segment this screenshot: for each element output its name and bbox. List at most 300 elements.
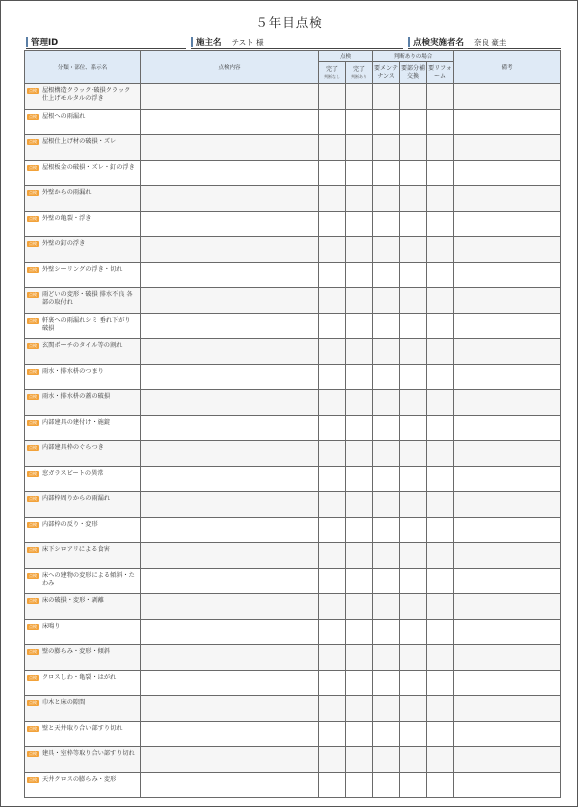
done-ng-cell[interactable]: [346, 186, 373, 212]
done-ok-cell[interactable]: [319, 186, 346, 212]
maintenance-cell[interactable]: [373, 568, 400, 594]
inspector-value: 奈良 豪圭: [474, 37, 507, 47]
item-cell: [25, 237, 141, 263]
inspection-badge: 点検: [29, 496, 37, 501]
repair-cell[interactable]: [400, 594, 427, 620]
done-ng-cell[interactable]: [346, 747, 373, 773]
item-label: 外壁シーリングの浮き・切れ: [42, 265, 123, 273]
reform-cell[interactable]: [427, 492, 454, 518]
done-ok-cell[interactable]: [319, 364, 346, 390]
done-ng-cell[interactable]: [346, 237, 373, 263]
content-cell[interactable]: [141, 262, 319, 288]
repair-cell[interactable]: [400, 466, 427, 492]
repair-cell[interactable]: [400, 492, 427, 518]
done-ok-cell[interactable]: [319, 313, 346, 339]
notes-cell[interactable]: [454, 237, 561, 263]
item-label: 巾木と床の隙間: [42, 699, 86, 706]
done-ok-cell[interactable]: [319, 211, 346, 237]
done-ng-cell[interactable]: [346, 339, 373, 365]
item-entry: [25, 467, 140, 478]
column-header-repair: 要部分補交換: [400, 62, 427, 84]
repair-cell[interactable]: [400, 747, 427, 773]
item-entry: [25, 671, 140, 682]
maintenance-cell[interactable]: [373, 517, 400, 543]
content-cell[interactable]: [141, 517, 319, 543]
item-cell: [25, 492, 141, 518]
done-ng-cell[interactable]: [346, 441, 373, 467]
repair-cell[interactable]: [400, 543, 427, 569]
notes-cell[interactable]: [454, 619, 561, 645]
maintenance-cell[interactable]: [373, 721, 400, 747]
inspection-badge: 点検: [29, 368, 37, 374]
repair-cell[interactable]: [400, 772, 427, 798]
maintenance-cell[interactable]: [373, 594, 400, 620]
notes-cell[interactable]: [454, 721, 561, 747]
repair-cell[interactable]: [400, 390, 427, 416]
notes-cell[interactable]: [454, 543, 561, 569]
repair-cell[interactable]: [400, 670, 427, 696]
done-ok-cell[interactable]: [319, 670, 346, 696]
done-ng-cell[interactable]: [346, 109, 373, 135]
done-ok-label: 完了: [325, 65, 338, 73]
content-cell[interactable]: [141, 441, 319, 467]
done-ng-cell[interactable]: [346, 415, 373, 441]
done-ng-cell[interactable]: [346, 364, 373, 390]
repair-cell[interactable]: [400, 415, 427, 441]
inspection-badge: 点検: [29, 215, 37, 221]
done-ok-cell[interactable]: [319, 390, 346, 416]
content-cell[interactable]: [141, 390, 319, 416]
repair-cell[interactable]: [400, 237, 427, 263]
maintenance-cell[interactable]: [373, 186, 400, 212]
item-entry: [25, 722, 140, 733]
inspection-badge: 点検: [29, 292, 37, 297]
repair-cell[interactable]: [400, 262, 427, 288]
reform-cell[interactable]: [427, 772, 454, 798]
reform-cell[interactable]: [427, 721, 454, 747]
done-ng-cell[interactable]: [346, 84, 373, 110]
repair-cell[interactable]: [400, 568, 427, 594]
item-label: クロスしわ・亀裂・はがれ: [42, 673, 117, 681]
item-entry: [25, 569, 140, 588]
reform-cell[interactable]: [427, 237, 454, 263]
inspection-badge: 点検: [29, 419, 37, 425]
notes-cell[interactable]: [454, 696, 561, 722]
notes-cell[interactable]: [454, 364, 561, 390]
item-cell: [25, 364, 141, 390]
column-group-inspection: 点検: [319, 51, 373, 62]
content-cell[interactable]: [141, 135, 319, 161]
owner-underline: [191, 48, 403, 49]
item-label: 天井クロスの膨らみ・変形: [42, 775, 117, 783]
maintenance-cell[interactable]: [373, 313, 400, 339]
maintenance-cell[interactable]: [373, 237, 400, 263]
item-cell: [25, 670, 141, 696]
done-ok-cell[interactable]: [319, 517, 346, 543]
maintenance-cell[interactable]: [373, 84, 400, 110]
notes-cell[interactable]: [454, 594, 561, 620]
done-ok-cell[interactable]: [319, 645, 346, 671]
item-cell: [25, 135, 141, 161]
item-label: 壁と天井取り合い部すり切れ: [42, 724, 123, 732]
done-ok-cell[interactable]: [319, 262, 346, 288]
item-entry: [25, 773, 140, 784]
repair-cell[interactable]: [400, 288, 427, 314]
inspection-badge: 点検: [29, 317, 37, 323]
document-title: ５年目点検: [255, 15, 323, 30]
content-cell[interactable]: [141, 237, 319, 263]
notes-cell[interactable]: [454, 339, 561, 365]
item-label: 玄関ポーチのタイル等の割れ: [42, 342, 123, 349]
item-cell: [25, 568, 141, 594]
item-cell: [25, 466, 141, 492]
table-row: [25, 339, 561, 365]
inspection-badge: 点検: [29, 623, 37, 629]
done-ng-cell[interactable]: [346, 262, 373, 288]
reform-cell[interactable]: [427, 594, 454, 620]
item-cell: [25, 543, 141, 569]
notes-cell[interactable]: [454, 492, 561, 518]
repair-cell[interactable]: [400, 696, 427, 722]
maintenance-cell[interactable]: [373, 390, 400, 416]
content-cell[interactable]: [141, 109, 319, 135]
done-ng-cell[interactable]: [346, 619, 373, 645]
content-cell[interactable]: [141, 721, 319, 747]
done-ng-cell[interactable]: [346, 670, 373, 696]
maintenance-cell[interactable]: [373, 441, 400, 467]
owner-field: [191, 35, 264, 49]
done-ng-cell[interactable]: [346, 568, 373, 594]
label-marker-icon: [26, 37, 28, 47]
notes-cell[interactable]: [454, 135, 561, 161]
notes-cell[interactable]: [454, 772, 561, 798]
notes-cell[interactable]: [454, 568, 561, 594]
done-ok-cell[interactable]: [319, 160, 346, 186]
reform-cell[interactable]: [427, 645, 454, 671]
done-ng-cell[interactable]: [346, 135, 373, 161]
notes-cell[interactable]: [454, 645, 561, 671]
table-row: [25, 84, 561, 110]
maintenance-cell[interactable]: [373, 288, 400, 314]
item-label: 床下シロアリによる食害: [42, 546, 110, 553]
item-cell: [25, 211, 141, 237]
item-label: 屋根板金の破損・ズレ・釘の浮き: [42, 163, 135, 171]
item-entry: [25, 237, 140, 248]
item-label: 屋根への雨漏れ: [42, 112, 86, 120]
item-cell: [25, 84, 141, 110]
done-ok-cell[interactable]: [319, 619, 346, 645]
content-cell[interactable]: [141, 288, 319, 314]
inspection-badge: 点検: [29, 394, 37, 399]
notes-cell[interactable]: [454, 517, 561, 543]
maintenance-cell[interactable]: [373, 619, 400, 645]
maintenance-cell[interactable]: [373, 466, 400, 492]
item-entry: [25, 390, 140, 401]
table-row: [25, 568, 561, 594]
reform-cell[interactable]: [427, 390, 454, 416]
content-cell[interactable]: [141, 466, 319, 492]
reform-cell[interactable]: [427, 415, 454, 441]
item-label: 外壁の釘の浮き: [42, 240, 86, 247]
repair-cell[interactable]: [400, 441, 427, 467]
item-cell: [25, 517, 141, 543]
done-ok-cell[interactable]: [319, 415, 346, 441]
notes-cell[interactable]: [454, 288, 561, 314]
table-row: [25, 619, 561, 645]
item-cell: [25, 109, 141, 135]
item-label: 屋根仕上げ材の破損・ズレ: [42, 138, 117, 145]
reform-cell[interactable]: [427, 619, 454, 645]
content-cell[interactable]: [141, 364, 319, 390]
notes-cell[interactable]: [454, 109, 561, 135]
notes-cell[interactable]: [454, 313, 561, 339]
maintenance-cell[interactable]: [373, 211, 400, 237]
reform-cell[interactable]: [427, 696, 454, 722]
reform-cell[interactable]: [427, 84, 454, 110]
maintenance-cell[interactable]: [373, 670, 400, 696]
done-ok-cell[interactable]: [319, 84, 346, 110]
done-ng-cell[interactable]: [346, 696, 373, 722]
done-ng-cell[interactable]: [346, 466, 373, 492]
maintenance-cell[interactable]: [373, 415, 400, 441]
inspection-badge: 点検: [29, 266, 37, 272]
table-row: [25, 186, 561, 212]
done-ok-cell[interactable]: [319, 721, 346, 747]
table-row: [25, 747, 561, 773]
done-ok-cell[interactable]: [319, 747, 346, 773]
repair-cell[interactable]: [400, 135, 427, 161]
maintenance-cell[interactable]: [373, 543, 400, 569]
maintenance-cell[interactable]: [373, 492, 400, 518]
maintenance-cell[interactable]: [373, 645, 400, 671]
item-entry: [25, 186, 140, 197]
table-row: [25, 492, 561, 518]
maintenance-cell[interactable]: [373, 364, 400, 390]
content-cell[interactable]: [141, 772, 319, 798]
content-cell[interactable]: [141, 492, 319, 518]
notes-cell[interactable]: [454, 160, 561, 186]
item-cell: [25, 160, 141, 186]
notes-cell[interactable]: [454, 441, 561, 467]
item-label: 内部枠周りからの雨漏れ: [42, 495, 111, 502]
maintenance-cell[interactable]: [373, 160, 400, 186]
repair-cell[interactable]: [400, 364, 427, 390]
repair-cell[interactable]: [400, 619, 427, 645]
item-label: 床鳴り: [42, 622, 61, 630]
done-ng-cell[interactable]: [346, 211, 373, 237]
notes-cell[interactable]: [454, 84, 561, 110]
content-cell[interactable]: [141, 645, 319, 671]
done-ng-cell[interactable]: [346, 288, 373, 314]
content-cell[interactable]: [141, 594, 319, 620]
table-row: [25, 211, 561, 237]
done-ok-cell[interactable]: [319, 568, 346, 594]
inspection-badge: 点検: [29, 725, 37, 731]
reform-cell[interactable]: [427, 186, 454, 212]
done-ng-cell[interactable]: [346, 645, 373, 671]
repair-cell[interactable]: [400, 211, 427, 237]
item-label: 建具・室枠等取り合い部すり切れ: [42, 750, 135, 757]
repair-cell[interactable]: [400, 645, 427, 671]
item-label: 内部枠の反り・変形: [42, 520, 98, 528]
reform-cell[interactable]: [427, 211, 454, 237]
table-row: [25, 696, 561, 722]
content-cell[interactable]: [141, 186, 319, 212]
notes-cell[interactable]: [454, 186, 561, 212]
item-cell: [25, 441, 141, 467]
item-entry: [25, 314, 140, 333]
item-entry: [25, 416, 140, 427]
reform-cell[interactable]: [427, 568, 454, 594]
item-label: 雨水・排水枡の蓋の破損: [42, 393, 111, 400]
reform-cell[interactable]: [427, 339, 454, 365]
repair-cell[interactable]: [400, 517, 427, 543]
item-cell: [25, 747, 141, 773]
item-entry: [25, 339, 140, 350]
done-ng-label: 完了: [353, 65, 366, 73]
done-ng-cell[interactable]: [346, 313, 373, 339]
repair-cell[interactable]: [400, 160, 427, 186]
column-header-done-ok: [319, 62, 346, 84]
table-row: [25, 109, 561, 135]
maintenance-cell[interactable]: [373, 109, 400, 135]
item-cell: [25, 619, 141, 645]
item-label: 壁の膨らみ・変形・傾斜: [42, 648, 111, 655]
done-ng-cell[interactable]: [346, 492, 373, 518]
item-cell: [25, 415, 141, 441]
reform-cell[interactable]: [427, 262, 454, 288]
content-cell[interactable]: [141, 568, 319, 594]
reform-cell[interactable]: [427, 364, 454, 390]
notes-cell[interactable]: [454, 415, 561, 441]
done-ok-cell[interactable]: [319, 339, 346, 365]
reform-cell[interactable]: [427, 543, 454, 569]
content-cell[interactable]: [141, 619, 319, 645]
done-ok-cell[interactable]: [319, 466, 346, 492]
table-row: [25, 543, 561, 569]
done-ng-cell[interactable]: [346, 517, 373, 543]
item-entry: [25, 110, 140, 121]
done-ng-cell[interactable]: [346, 543, 373, 569]
item-label: 窓ガラスビートの異常: [42, 469, 104, 477]
content-cell[interactable]: [141, 313, 319, 339]
item-entry: [25, 645, 140, 656]
inspection-badge: 点検: [29, 751, 37, 756]
reform-cell[interactable]: [427, 313, 454, 339]
reform-cell[interactable]: [427, 135, 454, 161]
notes-cell[interactable]: [454, 262, 561, 288]
maintenance-cell[interactable]: [373, 262, 400, 288]
done-ok-cell[interactable]: [319, 237, 346, 263]
inspection-rows: [25, 84, 561, 798]
done-ng-cell[interactable]: [346, 772, 373, 798]
content-cell[interactable]: [141, 160, 319, 186]
item-cell: [25, 288, 141, 314]
notes-cell[interactable]: [454, 670, 561, 696]
item-entry: [25, 288, 140, 307]
done-ok-cell[interactable]: [319, 441, 346, 467]
repair-cell[interactable]: [400, 109, 427, 135]
inspection-table: [24, 50, 561, 798]
column-header-part: 分類・部位、系示名: [25, 51, 141, 84]
notes-cell[interactable]: [454, 390, 561, 416]
reform-cell[interactable]: [427, 670, 454, 696]
reform-cell[interactable]: [427, 288, 454, 314]
content-cell[interactable]: [141, 543, 319, 569]
notes-cell[interactable]: [454, 466, 561, 492]
repair-cell[interactable]: [400, 721, 427, 747]
repair-cell[interactable]: [400, 339, 427, 365]
maintenance-cell[interactable]: [373, 747, 400, 773]
notes-cell[interactable]: [454, 747, 561, 773]
done-ng-cell[interactable]: [346, 594, 373, 620]
item-entry: [25, 441, 140, 452]
repair-cell[interactable]: [400, 313, 427, 339]
reform-cell[interactable]: [427, 109, 454, 135]
done-ng-cell[interactable]: [346, 721, 373, 747]
inspection-badge: 点検: [29, 190, 37, 195]
repair-cell[interactable]: [400, 84, 427, 110]
reform-cell[interactable]: [427, 441, 454, 467]
inspection-badge: 点検: [29, 343, 37, 348]
maintenance-cell[interactable]: [373, 339, 400, 365]
inspection-badge: 点検: [29, 164, 37, 170]
column-header-reform: 要リフォーム: [427, 62, 454, 84]
notes-cell[interactable]: [454, 211, 561, 237]
header-info: [26, 35, 561, 49]
content-cell[interactable]: [141, 211, 319, 237]
reform-cell[interactable]: [427, 466, 454, 492]
item-cell: [25, 313, 141, 339]
maintenance-cell[interactable]: [373, 135, 400, 161]
maintenance-cell[interactable]: [373, 772, 400, 798]
maintenance-cell[interactable]: [373, 696, 400, 722]
content-cell[interactable]: [141, 84, 319, 110]
management-id-label: 管理ID: [31, 38, 59, 48]
management-id-underline: [26, 48, 186, 49]
done-ng-cell[interactable]: [346, 390, 373, 416]
done-ok-cell[interactable]: [319, 772, 346, 798]
inspector-label: 点検実施者名: [413, 38, 465, 48]
content-cell[interactable]: [141, 747, 319, 773]
item-cell: [25, 186, 141, 212]
done-ng-cell[interactable]: [346, 160, 373, 186]
done-ok-sublabel: 判断なし: [324, 73, 340, 79]
content-cell[interactable]: [141, 696, 319, 722]
done-ok-cell[interactable]: [319, 543, 346, 569]
item-entry: [25, 84, 140, 103]
done-ok-cell[interactable]: [319, 109, 346, 135]
reform-cell[interactable]: [427, 517, 454, 543]
done-ok-cell[interactable]: [319, 492, 346, 518]
inspector-field: [408, 35, 506, 49]
done-ok-cell[interactable]: [319, 696, 346, 722]
table-row: [25, 645, 561, 671]
done-ok-cell[interactable]: [319, 288, 346, 314]
reform-cell[interactable]: [427, 747, 454, 773]
content-cell[interactable]: [141, 670, 319, 696]
owner-value: テスト 様: [231, 37, 264, 47]
item-entry: [25, 747, 140, 758]
content-cell[interactable]: [141, 339, 319, 365]
content-cell[interactable]: [141, 415, 319, 441]
done-ok-cell[interactable]: [319, 594, 346, 620]
repair-cell[interactable]: [400, 186, 427, 212]
table-row: [25, 466, 561, 492]
item-cell: [25, 594, 141, 620]
reform-cell[interactable]: [427, 160, 454, 186]
done-ok-cell[interactable]: [319, 135, 346, 161]
